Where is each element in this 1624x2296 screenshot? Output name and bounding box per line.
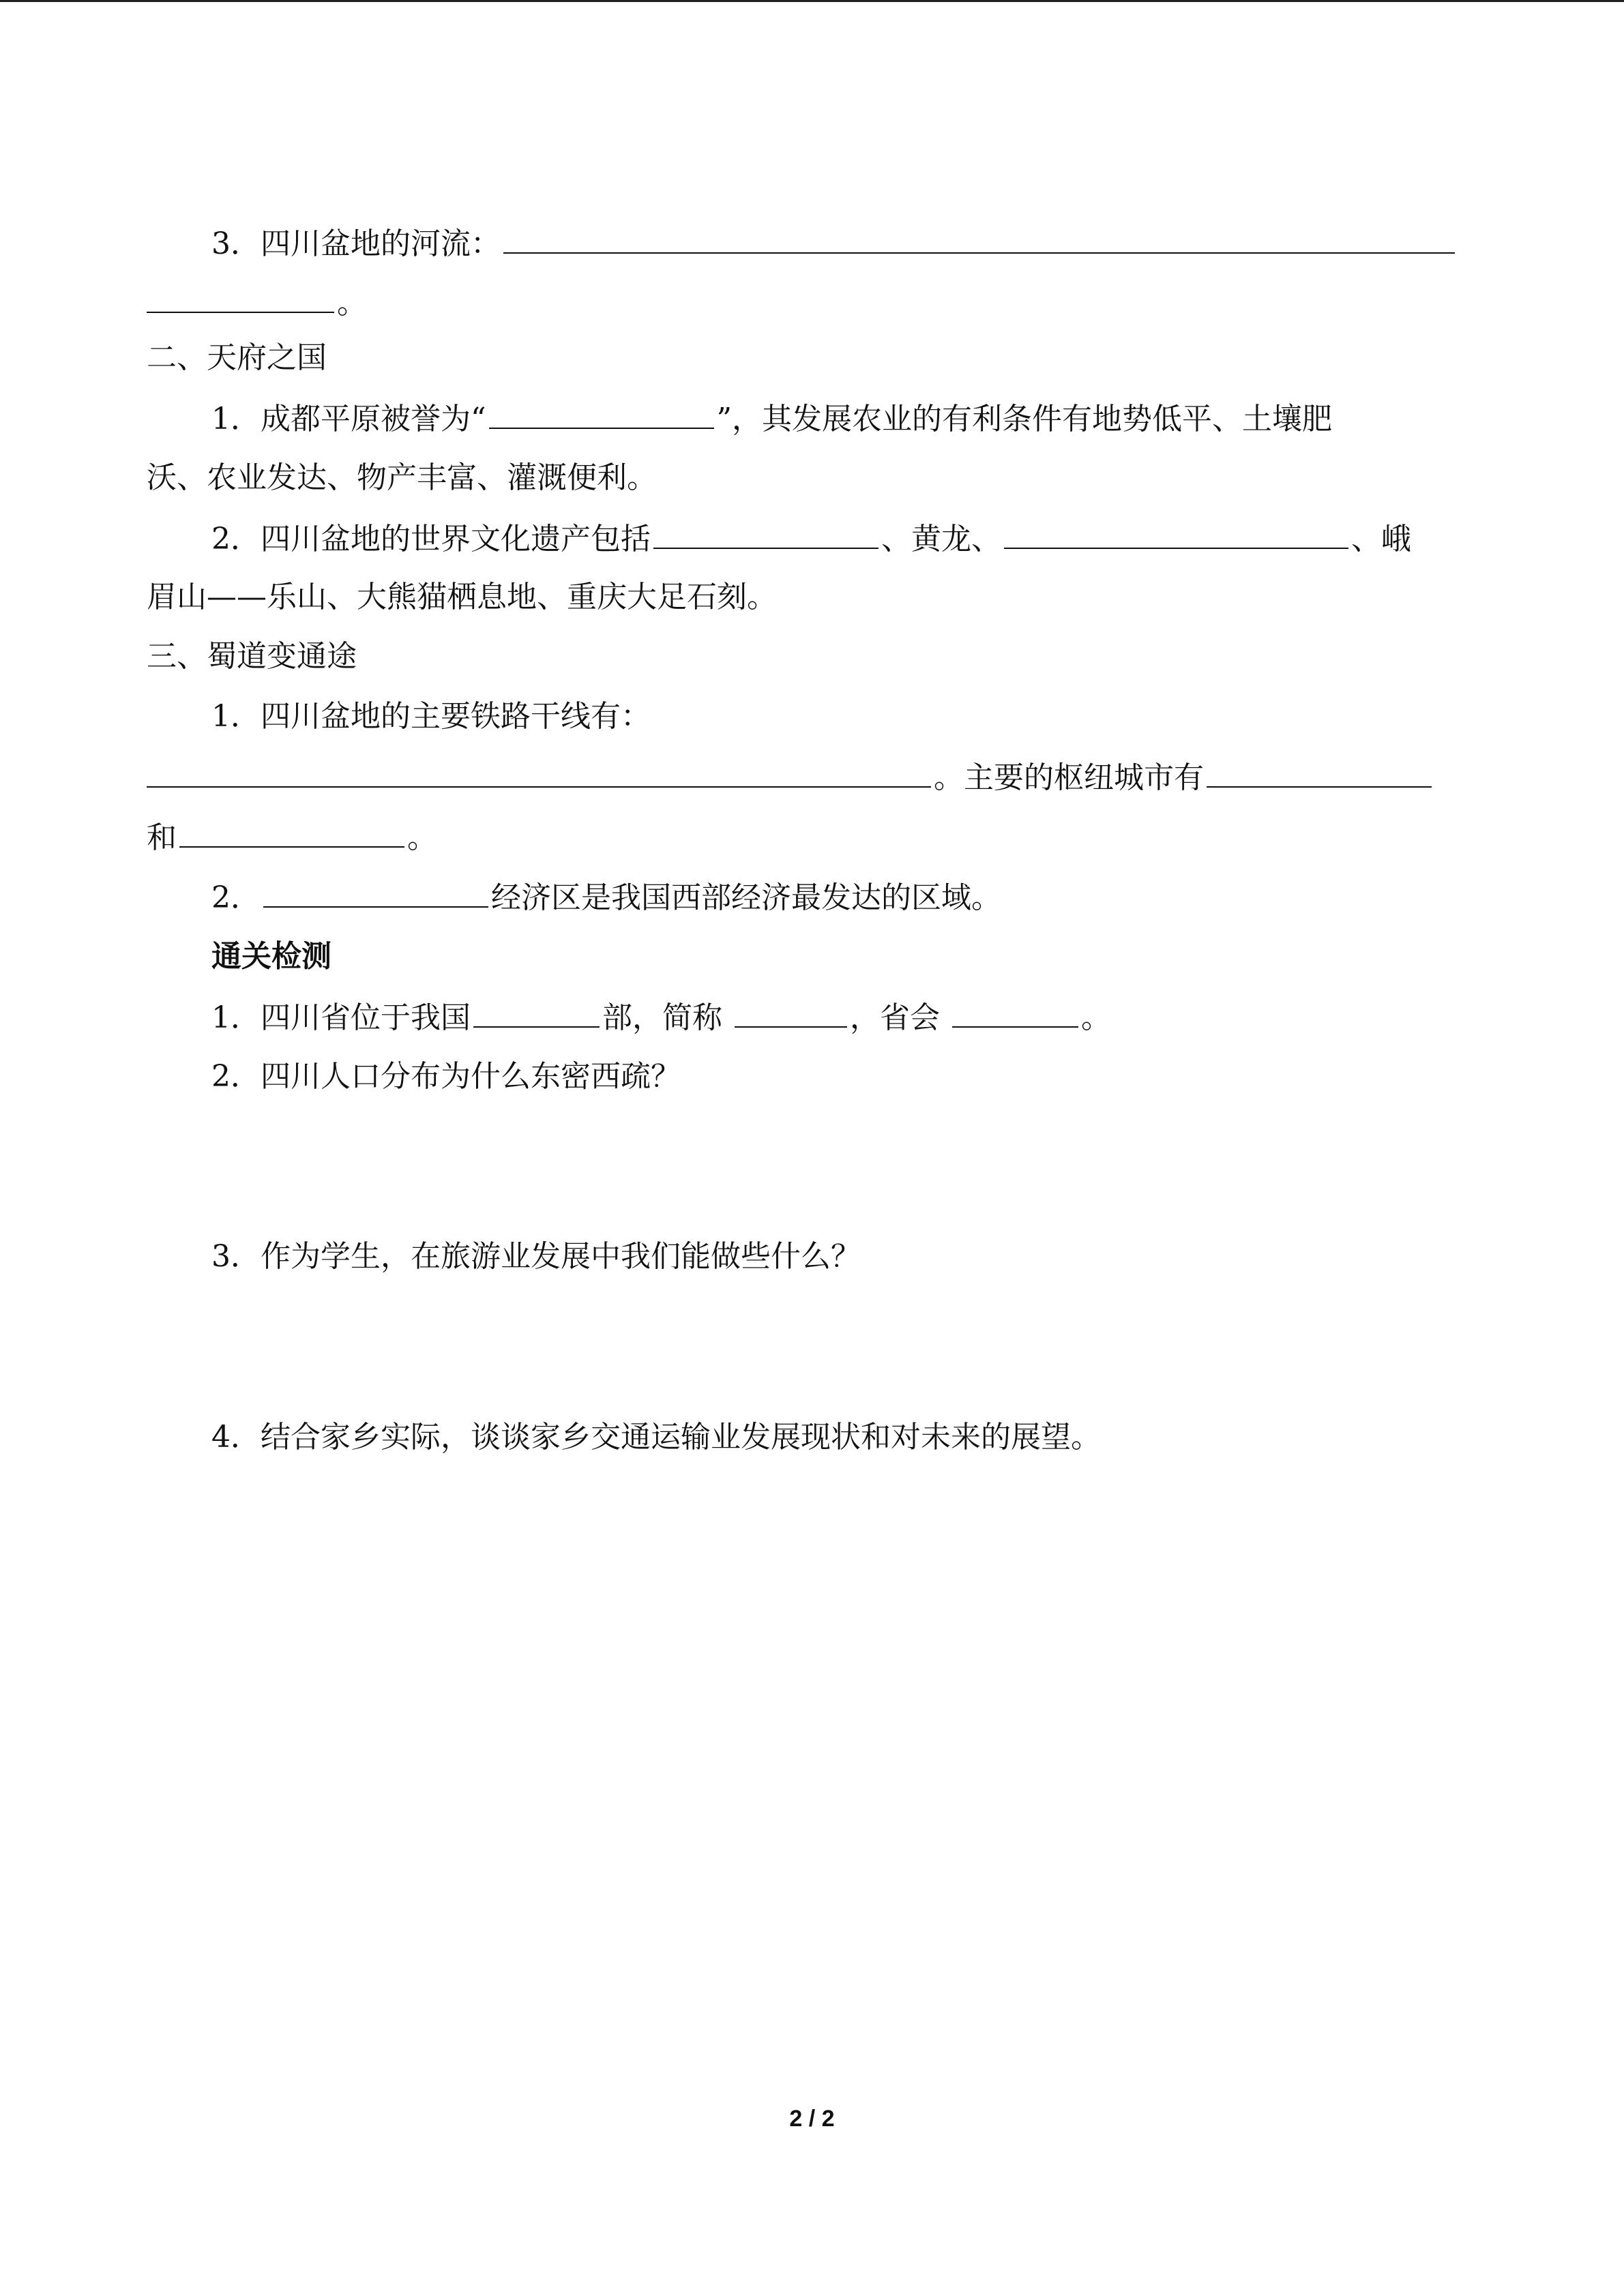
rivers-question-cont: 。 [147,282,1477,324]
chengdu-question-cont: 沃、农业发达、物产丰富、灌溉便利。 [147,460,657,495]
railway-question: 1．四川盆地的主要铁路干线有： [211,699,651,734]
answer-blank[interactable] [147,282,334,313]
chengdu-question: 1．成都平原被誉为“ ”，其发展农业的有利条件有地势低平、土壤肥 [211,398,1477,440]
check-question-4: 4．结合家乡实际，谈谈家乡交通运输业发展现状和对未来的展望。 [211,1420,1101,1455]
answer-blank[interactable] [489,398,714,429]
answer-blank[interactable] [263,876,488,908]
heritage-question: 2．四川盆地的世界文化遗产包括 、黄龙、 、峨 [211,518,1477,560]
section-heading-2: 二、天府之国 [147,340,327,375]
answer-blank[interactable] [735,996,847,1028]
check-question-2: 2．四川人口分布为什么东密西疏？ [211,1059,681,1094]
page-number: 2 / 2 [789,2106,835,2132]
rivers-question [211,222,1477,265]
answer-blank[interactable] [653,518,879,549]
rivers-label: 3．四川盆地的河流： [211,226,501,261]
answer-blank[interactable] [503,222,1455,254]
answer-blank[interactable] [1004,518,1348,549]
answer-blank[interactable] [952,996,1078,1028]
check-question-3: 3．作为学生，在旅游业发展中我们能做些什么？ [211,1239,861,1274]
check-question-1: 1．四川省位于我国 部，简称 ，省会 。 [211,996,1477,1039]
answer-blank[interactable] [179,816,404,848]
railway-question-cont: 。主要的枢纽城市有 [147,756,1477,799]
railway-question-end: 和 。 [147,816,1477,859]
economic-zone-question: 2． 经济区是我国西部经济最发达的区域。 [211,876,1477,919]
check-section-title: 通关检测 [211,939,331,974]
answer-blank[interactable] [473,996,600,1028]
answer-blank[interactable] [147,756,931,788]
answer-blank[interactable] [1207,756,1432,788]
section-heading-3: 三、蜀道变通途 [147,639,357,674]
heritage-question-cont: 眉山——乐山、大熊猫栖息地、重庆大足石刻。 [147,580,777,614]
